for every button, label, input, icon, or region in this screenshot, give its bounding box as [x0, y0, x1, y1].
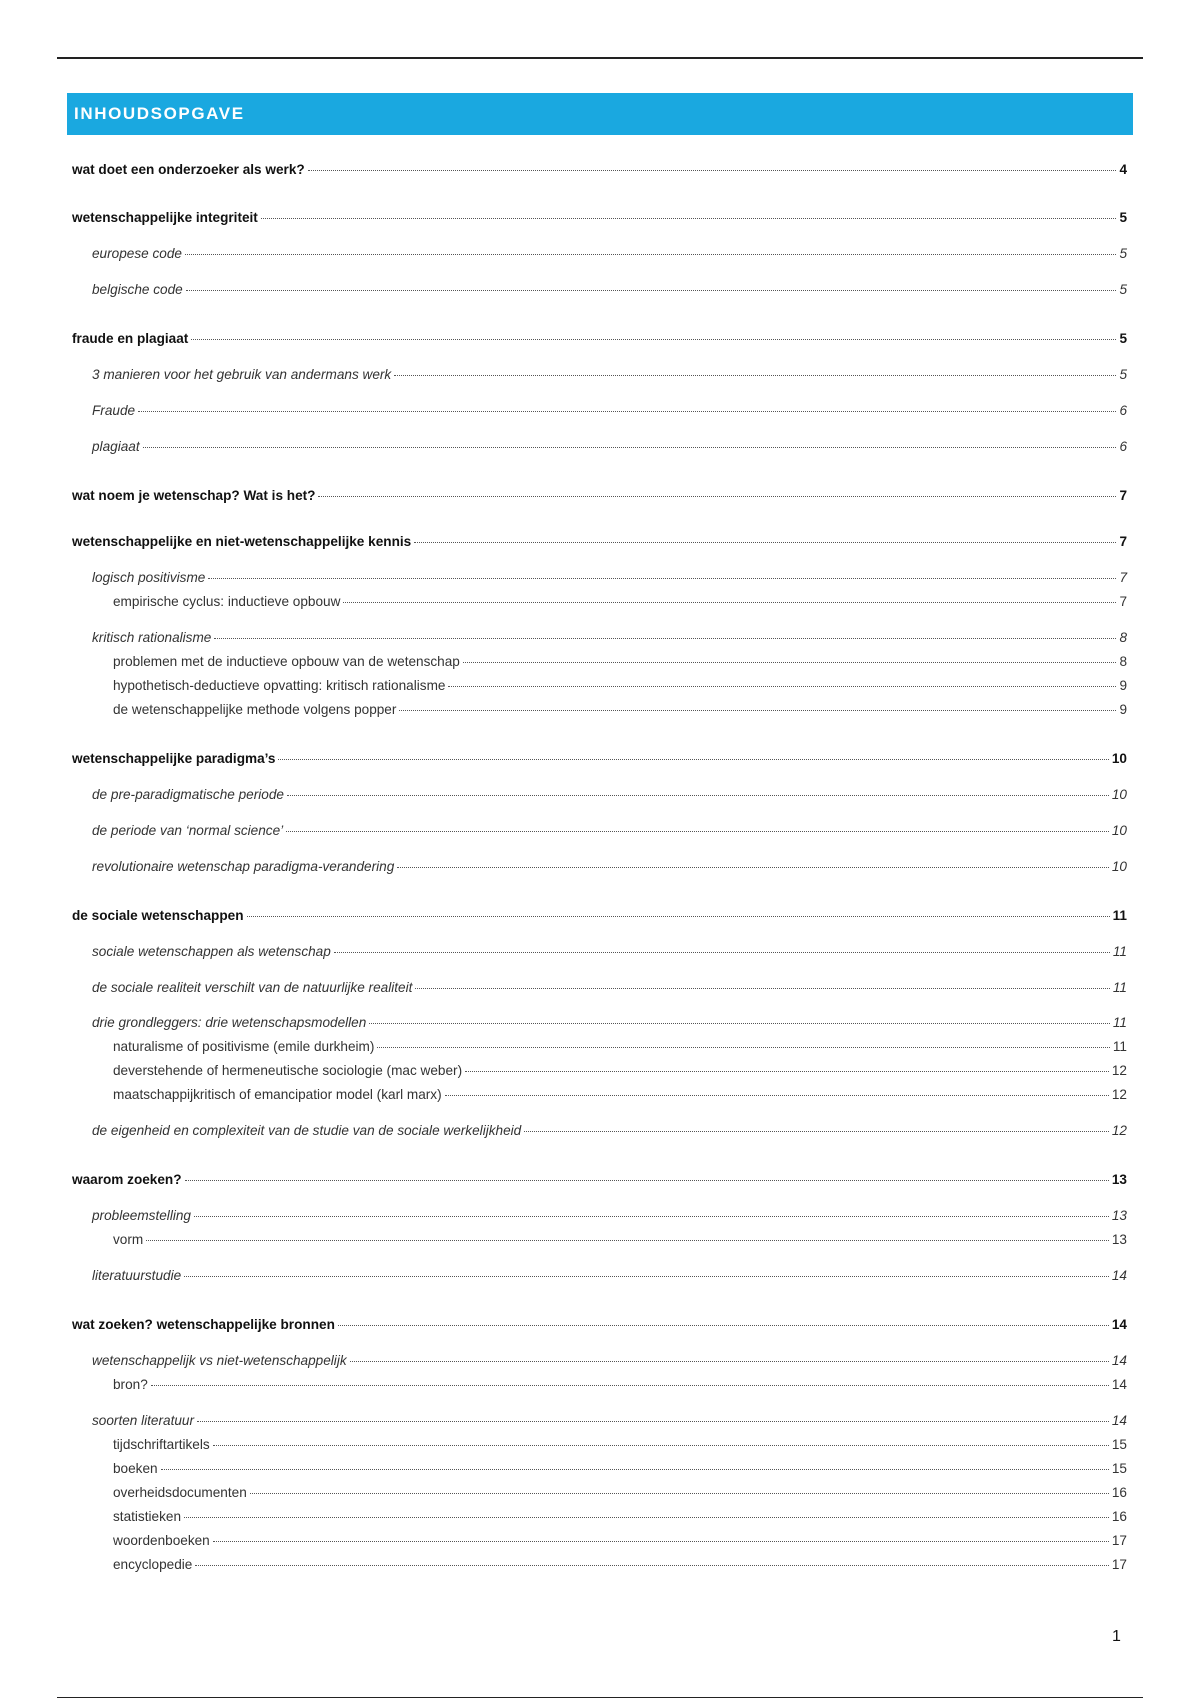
toc-leader-dots — [197, 1421, 1109, 1422]
toc-leader-dots — [213, 1445, 1109, 1446]
toc-leader-dots — [377, 1047, 1109, 1048]
toc-entry[interactable] — [72, 1412, 1127, 1430]
toc-entry[interactable] — [72, 438, 1127, 456]
toc-entry-page: 6 — [1119, 403, 1127, 418]
toc-entry-page: 11 — [1112, 944, 1127, 959]
toc-entry[interactable] — [72, 209, 1127, 227]
toc-entry-label: revolutionaire wetenschap paradigma-verandering — [92, 859, 395, 874]
toc-entry-label: deverstehende of hermeneutische sociologie (mac weber) — [113, 1063, 463, 1078]
toc-leader-dots — [213, 1541, 1109, 1542]
toc-title: INHOUDSOPGAVE — [74, 104, 245, 123]
toc-leader-dots — [138, 411, 1116, 412]
toc-entry-label: overheidsdocumenten — [113, 1485, 247, 1500]
toc-entry-page: 16 — [1111, 1509, 1127, 1524]
toc-entry-label: wat zoeken? wetenschappelijke bronnen — [72, 1317, 335, 1332]
toc-entry-label: europese code — [92, 246, 182, 261]
toc-leader-dots — [146, 1240, 1109, 1241]
toc-entry-page: 11 — [1112, 908, 1127, 923]
toc-entry-page: 10 — [1111, 823, 1127, 838]
toc-entry[interactable] — [72, 281, 1127, 299]
toc-entry-page: 15 — [1111, 1461, 1127, 1476]
toc-entry-page: 9 — [1119, 702, 1127, 717]
toc-entry-page: 14 — [1111, 1317, 1127, 1332]
toc-entry-label: drie grondleggers: drie wetenschapsmodellen — [92, 1015, 367, 1030]
toc-leader-dots — [399, 710, 1116, 711]
toc-entry-label: soorten literatuur — [92, 1413, 195, 1428]
toc-entry[interactable] — [72, 786, 1127, 804]
toc-entry[interactable] — [72, 1460, 1127, 1478]
toc-entry-label: wetenschappelijke integriteit — [72, 210, 258, 225]
toc-entry-page: 11 — [1112, 1015, 1127, 1030]
toc-entry[interactable] — [72, 629, 1127, 647]
toc-entry-label: maatschappijkritisch of emancipatior model (karl marx) — [113, 1087, 442, 1102]
toc-leader-dots — [186, 290, 1117, 291]
toc-entry-page: 9 — [1119, 678, 1127, 693]
toc-entry-page: 14 — [1111, 1413, 1127, 1428]
toc-entry-label: vorm — [113, 1232, 144, 1247]
toc-leader-dots — [184, 1276, 1109, 1277]
toc-entry-page: 12 — [1111, 1063, 1127, 1078]
toc-leader-dots — [194, 1216, 1109, 1217]
toc-entry-label: de eigenheid en complexiteit van de studie van de sociale werkelijkheid — [92, 1123, 522, 1138]
toc-entry[interactable] — [72, 1267, 1127, 1285]
toc-entry-label: sociale wetenschappen als wetenschap — [92, 944, 331, 959]
toc-entry-label: fraude en plagiaat — [72, 331, 189, 346]
toc-entry-label: plagiaat — [92, 439, 140, 454]
toc-entry-page: 12 — [1111, 1123, 1127, 1138]
toc-entry-label: belgische code — [92, 282, 183, 297]
toc-entry[interactable] — [72, 943, 1127, 961]
toc-leader-dots — [524, 1131, 1109, 1132]
toc-entry[interactable] — [72, 858, 1127, 876]
toc-entry-label: de pre-paradigmatische periode — [92, 787, 284, 802]
toc-entry-label: wat doet een onderzoeker als werk? — [72, 162, 305, 177]
toc-entry-page: 14 — [1111, 1377, 1127, 1392]
toc-entry-label: naturalisme of positivisme (emile durkheim) — [113, 1039, 375, 1054]
toc-entry[interactable] — [72, 245, 1127, 263]
toc-leader-dots — [278, 759, 1108, 760]
toc-entry-page: 5 — [1119, 367, 1127, 382]
toc-entry-page: 10 — [1111, 751, 1127, 766]
toc-leader-dots — [191, 339, 1116, 340]
toc-entry-page: 13 — [1111, 1172, 1127, 1187]
toc-entry[interactable] — [72, 402, 1127, 420]
toc-entry-page: 7 — [1119, 488, 1127, 503]
toc-entry-label: woordenboeken — [113, 1533, 210, 1548]
toc-entry-page: 5 — [1119, 282, 1127, 297]
toc-entry-label: literatuurstudie — [92, 1268, 182, 1283]
toc-entry[interactable] — [72, 1376, 1127, 1394]
toc-entry[interactable] — [72, 1352, 1127, 1370]
toc-entry-label: encyclopedie — [113, 1557, 193, 1572]
toc-leader-dots — [185, 1180, 1109, 1181]
toc-entry-page: 10 — [1111, 859, 1127, 874]
toc-entry-page: 14 — [1111, 1353, 1127, 1368]
toc-entry[interactable] — [72, 533, 1127, 551]
toc-leader-dots — [463, 662, 1117, 663]
toc-entry-label: de sociale wetenschappen — [72, 908, 244, 923]
toc-entry-label: empirische cyclus: inductieve opbouw — [113, 594, 341, 609]
toc-leader-dots — [151, 1385, 1109, 1386]
toc-entry-label: 3 manieren voor het gebruik van andermans werk — [92, 367, 392, 382]
toc-leader-dots — [247, 916, 1110, 917]
toc-entry-page: 12 — [1111, 1087, 1127, 1102]
toc-leader-dots — [445, 1095, 1109, 1096]
toc-leader-dots — [214, 638, 1116, 639]
toc-leader-dots — [161, 1469, 1109, 1470]
toc-entry[interactable] — [72, 1231, 1127, 1249]
toc-entry-page: 16 — [1111, 1485, 1127, 1500]
toc-entry[interactable] — [72, 1062, 1127, 1080]
toc-entry[interactable] — [72, 366, 1127, 384]
toc-leader-dots — [448, 686, 1116, 687]
toc-entry-label: statistieken — [113, 1509, 182, 1524]
toc-entry[interactable] — [72, 701, 1127, 719]
toc-entry[interactable] — [72, 1316, 1127, 1334]
toc-entry[interactable] — [72, 1436, 1127, 1454]
toc-entry[interactable] — [72, 979, 1127, 997]
toc-entry[interactable] — [72, 750, 1127, 768]
toc-entry-label: Fraude — [92, 403, 136, 418]
toc-leader-dots — [415, 988, 1110, 989]
toc-entry[interactable] — [72, 1122, 1127, 1140]
toc-entry-page: 15 — [1111, 1437, 1127, 1452]
toc-entry-page: 7 — [1119, 594, 1127, 609]
toc-leader-dots — [465, 1071, 1109, 1072]
toc-entry[interactable] — [72, 653, 1127, 671]
toc-entry-label: de periode van ‘normal science’ — [92, 823, 284, 838]
toc-entry-page: 11 — [1112, 980, 1127, 995]
toc-entry[interactable] — [72, 593, 1127, 611]
toc-entry-label: de wetenschappelijke methode volgens popper — [113, 702, 397, 717]
toc-leader-dots — [143, 447, 1117, 448]
toc-leader-dots — [287, 795, 1109, 796]
toc-entry-label: hypothetisch-deductieve opvatting: kritisch rationalisme — [113, 678, 446, 693]
toc-leader-dots — [261, 218, 1117, 219]
toc-entry[interactable] — [72, 1556, 1127, 1574]
toc-entry[interactable] — [72, 1038, 1127, 1056]
toc-entry-label: kritisch rationalisme — [92, 630, 212, 645]
toc-entry-page: 5 — [1119, 331, 1127, 346]
toc-entry-page: 4 — [1119, 162, 1127, 177]
toc-leader-dots — [308, 170, 1117, 171]
toc-entry-label: bron? — [113, 1377, 148, 1392]
toc-leader-dots — [208, 578, 1116, 579]
toc-leader-dots — [338, 1325, 1109, 1326]
toc-leader-dots — [250, 1493, 1109, 1494]
toc-leader-dots — [369, 1023, 1110, 1024]
toc-entry[interactable] — [72, 487, 1127, 505]
toc-entry-page: 6 — [1119, 439, 1127, 454]
toc-leader-dots — [185, 254, 1116, 255]
toc-entry-label: wetenschappelijk vs niet-wetenschappelijk — [92, 1353, 347, 1368]
toc-entry-label: wetenschappelijke paradigma’s — [72, 751, 276, 766]
toc-entry-page: 7 — [1119, 570, 1127, 585]
toc-entry-label: problemen met de inductieve opbouw van de wetenschap — [113, 654, 460, 669]
toc-entry-label: wetenschappelijke en niet-wetenschappelijke kennis — [72, 534, 412, 549]
toc-leader-dots — [394, 375, 1116, 376]
page-number: 1 — [1112, 1628, 1121, 1645]
toc-entry[interactable] — [72, 822, 1127, 840]
toc-entry-page: 13 — [1111, 1232, 1127, 1247]
toc-entry[interactable] — [72, 1532, 1127, 1550]
toc-entry-page: 8 — [1119, 630, 1127, 645]
toc-leader-dots — [343, 602, 1116, 603]
toc-entry-page: 17 — [1111, 1533, 1127, 1548]
toc-entry-label: boeken — [113, 1461, 158, 1476]
toc-entry-page: 14 — [1111, 1268, 1127, 1283]
toc-entry-page: 5 — [1119, 246, 1127, 261]
toc-entry-page: 10 — [1111, 787, 1127, 802]
toc-entry-page: 13 — [1111, 1208, 1127, 1223]
toc-entry[interactable] — [72, 907, 1127, 925]
toc-entry-label: wat noem je wetenschap? Wat is het? — [72, 488, 316, 503]
toc-entry-page: 17 — [1111, 1557, 1127, 1572]
toc-leader-dots — [350, 1361, 1109, 1362]
toc-entry-page: 8 — [1119, 654, 1127, 669]
toc-entry-label: probleemstelling — [92, 1208, 191, 1223]
toc-entry-label: tijdschriftartikels — [113, 1437, 210, 1452]
toc-leader-dots — [414, 542, 1116, 543]
toc-entry-page: 5 — [1119, 210, 1127, 225]
toc-entry[interactable] — [72, 1207, 1127, 1225]
toc-entry-page: 7 — [1119, 534, 1127, 549]
toc-entry[interactable] — [72, 1508, 1127, 1526]
toc-entry-label: logisch positivisme — [92, 570, 206, 585]
toc-entry-label: waarom zoeken? — [72, 1172, 182, 1187]
toc-entry[interactable] — [72, 330, 1127, 348]
toc-entry[interactable] — [72, 569, 1127, 587]
toc-entry[interactable] — [72, 677, 1127, 695]
toc-leader-dots — [195, 1565, 1109, 1566]
bottom-rule — [57, 1697, 1143, 1698]
toc-entry[interactable] — [72, 161, 1127, 179]
toc-leader-dots — [318, 496, 1116, 497]
table-of-contents — [72, 0, 1127, 1700]
toc-entry[interactable] — [72, 1014, 1127, 1032]
toc-entry[interactable] — [72, 1171, 1127, 1189]
toc-entry[interactable] — [72, 1484, 1127, 1502]
toc-leader-dots — [184, 1517, 1109, 1518]
toc-leader-dots — [397, 867, 1109, 868]
toc-entry-label: de sociale realiteit verschilt van de natuurlijke realiteit — [92, 980, 413, 995]
toc-entry-page: 11 — [1112, 1039, 1127, 1054]
toc-entry[interactable] — [72, 1086, 1127, 1104]
toc-leader-dots — [286, 831, 1109, 832]
toc-leader-dots — [334, 952, 1110, 953]
